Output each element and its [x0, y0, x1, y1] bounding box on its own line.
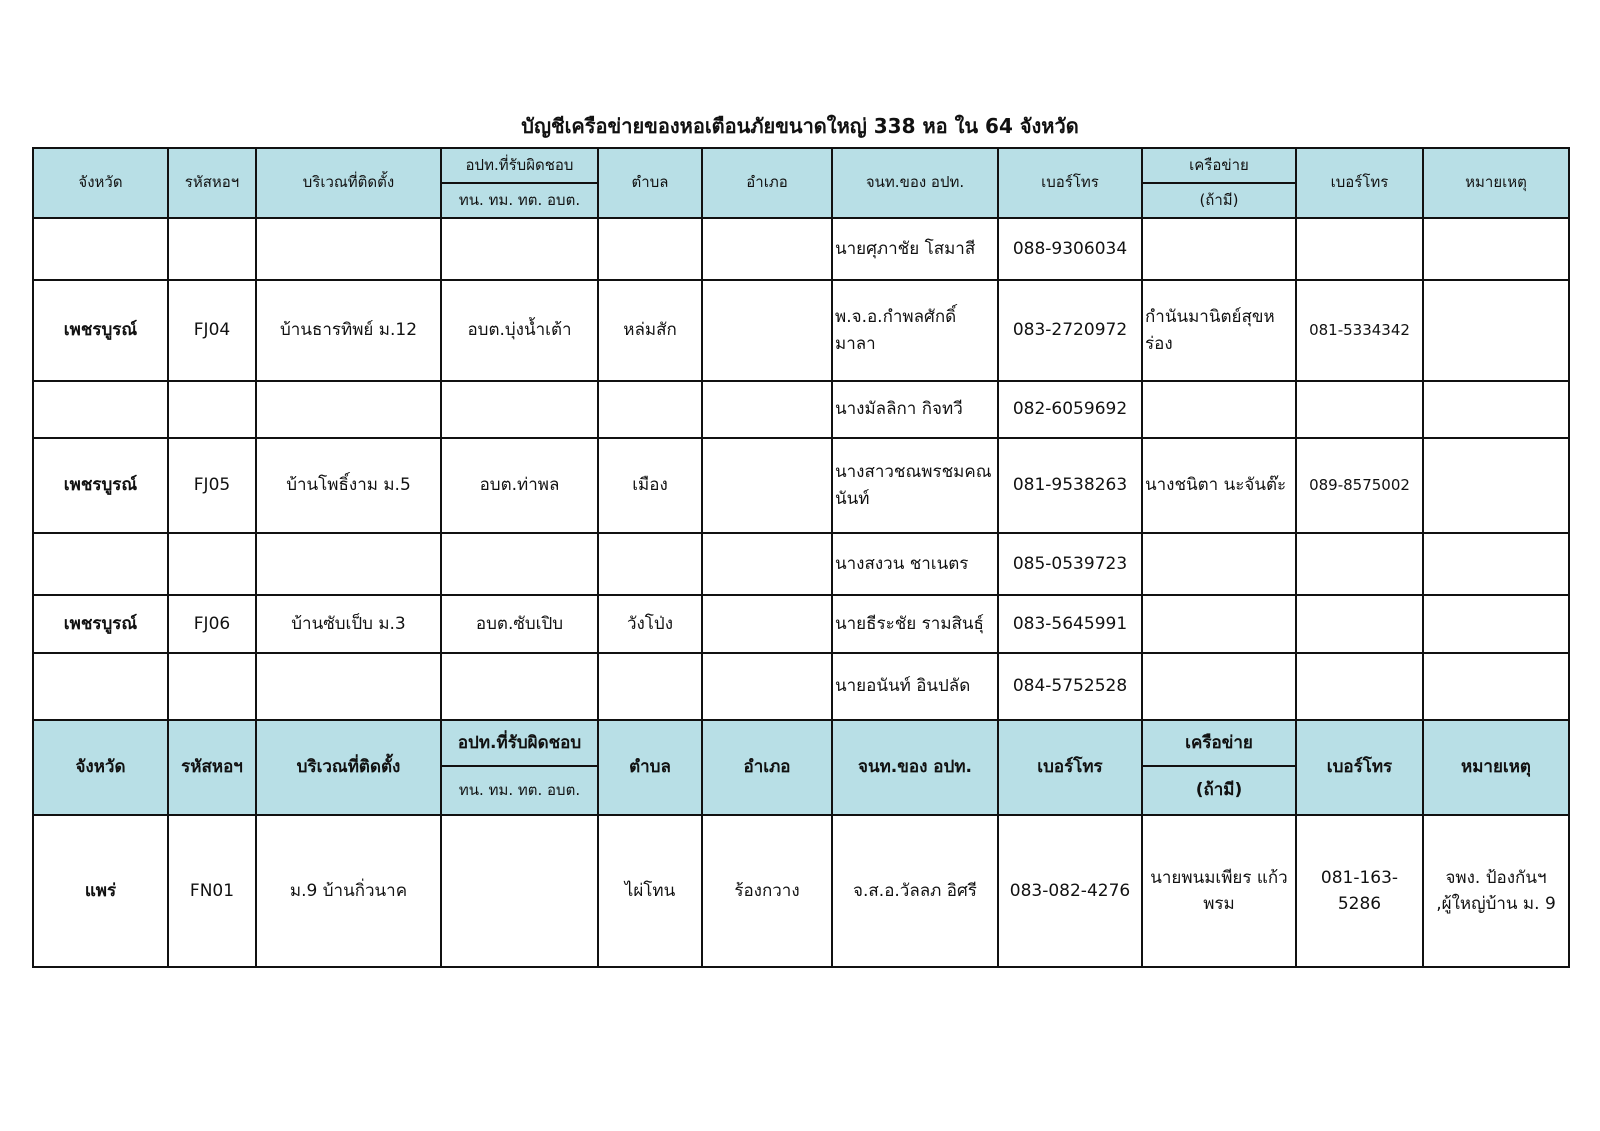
cell-area: [256, 653, 441, 720]
cell-phone2: 081-5334342: [1296, 280, 1423, 381]
header-officer: จนท.ของ อปท.: [832, 148, 998, 218]
cell-subdistrict: [598, 218, 702, 280]
table-row: [33, 280, 1569, 381]
table-row: [33, 381, 1569, 438]
cell-area: [256, 533, 441, 595]
cell-phone2: 089-8575002: [1296, 438, 1423, 533]
cell-district: [702, 381, 832, 438]
cell-phone2: [1296, 381, 1423, 438]
cell-network: [1142, 533, 1296, 595]
cell-org: อบต.บุ่งน้ำเต้า: [441, 280, 598, 381]
cell-code: FJ05: [168, 438, 256, 533]
cell-org: อบต.ซับเปิบ: [441, 595, 598, 653]
cell-subdistrict: [598, 533, 702, 595]
tower-network-table: [32, 147, 1570, 968]
cell-phone: 083-5645991: [998, 595, 1142, 653]
cell-province: [33, 218, 168, 280]
header-remark: หมายเหตุ: [1423, 148, 1569, 218]
cell-district: [702, 280, 832, 381]
cell-phone: 081-9538263: [998, 438, 1142, 533]
cell-network: กำนันมานิตย์สุขหร่อง: [1142, 280, 1296, 381]
cell-area: บ้านโพธิ์งาม ม.5: [256, 438, 441, 533]
cell-phone: 085-0539723: [998, 533, 1142, 595]
cell-officer: นายธีระชัย รามสินธุ์: [832, 595, 998, 653]
cell-officer: นางมัลลิกา กิจทวี: [832, 381, 998, 438]
header-province: จังหวัด: [33, 720, 168, 815]
table-row: [33, 218, 1569, 280]
cell-officer: นางสงวน ชาเนตร: [832, 533, 998, 595]
header-network-sub: (ถ้ามี): [1142, 183, 1296, 218]
cell-org: [441, 815, 598, 967]
cell-code: FJ04: [168, 280, 256, 381]
cell-subdistrict: หล่มสัก: [598, 280, 702, 381]
cell-org: อบต.ท่าพล: [441, 438, 598, 533]
header-subdistrict: ตำบล: [598, 720, 702, 815]
cell-subdistrict: วังโป่ง: [598, 595, 702, 653]
cell-province: เพชรบูรณ์: [33, 280, 168, 381]
cell-district: [702, 595, 832, 653]
header-district: อำเภอ: [702, 148, 832, 218]
cell-district: ร้องกวาง: [702, 815, 832, 967]
cell-province: เพชรบูรณ์: [33, 595, 168, 653]
cell-phone: 082-6059692: [998, 381, 1142, 438]
cell-subdistrict: เมือง: [598, 438, 702, 533]
cell-remark: [1423, 533, 1569, 595]
cell-phone2: [1296, 218, 1423, 280]
cell-province: เพชรบูรณ์: [33, 438, 168, 533]
cell-province: [33, 381, 168, 438]
header-subdistrict: ตำบล: [598, 148, 702, 218]
cell-org: [441, 381, 598, 438]
header-install-area: บริเวณที่ติดตั้ง: [256, 148, 441, 218]
table-row: [33, 653, 1569, 720]
header-phone2: เบอร์โทร: [1296, 720, 1423, 815]
cell-area: บ้านธารทิพย์ ม.12: [256, 280, 441, 381]
cell-area: [256, 218, 441, 280]
cell-code: FJ06: [168, 595, 256, 653]
cell-remark: [1423, 280, 1569, 381]
cell-subdistrict: [598, 653, 702, 720]
cell-org: [441, 533, 598, 595]
page-title: บัญชีเครือข่ายของหอเตือนภัยขนาดใหญ่ 338 หอ ใน 64 จังหวัด: [521, 114, 1079, 138]
cell-code: [168, 533, 256, 595]
header-province: จังหวัด: [33, 148, 168, 218]
cell-code: [168, 653, 256, 720]
cell-phone2: [1296, 653, 1423, 720]
cell-district: [702, 653, 832, 720]
cell-remark: จพง. ป้องกันฯ ,ผู้ใหญ่บ้าน ม. 9: [1423, 815, 1569, 967]
cell-officer: นายศุภาชัย โสมาสี: [832, 218, 998, 280]
cell-org: [441, 218, 598, 280]
cell-officer: นางสาวชณพรชมคณนันท์: [832, 438, 998, 533]
cell-code: FN01: [168, 815, 256, 967]
table-row: [33, 533, 1569, 595]
cell-province: [33, 533, 168, 595]
cell-area: [256, 381, 441, 438]
cell-remark: [1423, 381, 1569, 438]
table-row: [33, 595, 1569, 653]
header-network-sub: (ถ้ามี): [1142, 766, 1296, 815]
header-phone: เบอร์โทร: [998, 720, 1142, 815]
cell-remark: [1423, 438, 1569, 533]
cell-subdistrict: ไผ่โทน: [598, 815, 702, 967]
cell-phone2: [1296, 533, 1423, 595]
cell-org: [441, 653, 598, 720]
cell-code: [168, 381, 256, 438]
table-row: [33, 438, 1569, 533]
cell-district: [702, 533, 832, 595]
header-org: อปท.ที่รับผิดชอบ: [441, 720, 598, 766]
header-remark: หมายเหตุ: [1423, 720, 1569, 815]
cell-phone: 083-2720972: [998, 280, 1142, 381]
cell-network: นายพนมเพียร แก้วพรม: [1142, 815, 1296, 967]
cell-network: [1142, 653, 1296, 720]
cell-area: บ้านซับเป็บ ม.3: [256, 595, 441, 653]
header-row-repeat: [33, 720, 1569, 766]
header-officer: จนท.ของ อปท.: [832, 720, 998, 815]
header-network: เครือข่าย: [1142, 148, 1296, 183]
header-install-area: บริเวณที่ติดตั้ง: [256, 720, 441, 815]
cell-officer: พ.จ.อ.กำพลศักดิ์มาลา: [832, 280, 998, 381]
header-phone2: เบอร์โทร: [1296, 148, 1423, 218]
cell-network: [1142, 218, 1296, 280]
cell-remark: [1423, 218, 1569, 280]
header-tower-code: รหัสหอฯ: [168, 720, 256, 815]
cell-phone2: 081-163-5286: [1296, 815, 1423, 967]
cell-phone: 083-082-4276: [998, 815, 1142, 967]
cell-district: [702, 438, 832, 533]
cell-phone2: [1296, 595, 1423, 653]
header-network: เครือข่าย: [1142, 720, 1296, 766]
cell-remark: [1423, 595, 1569, 653]
cell-phone: 084-5752528: [998, 653, 1142, 720]
cell-province: [33, 653, 168, 720]
header-tower-code: รหัสหอฯ: [168, 148, 256, 218]
table-row: [33, 815, 1569, 967]
cell-officer: นายอนันท์ อินปลัด: [832, 653, 998, 720]
cell-code: [168, 218, 256, 280]
cell-subdistrict: [598, 381, 702, 438]
cell-network: [1142, 381, 1296, 438]
cell-area: ม.9 บ้านกิ่วนาค: [256, 815, 441, 967]
header-org-sub: ทน. ทม. ทต. อบต.: [441, 766, 598, 815]
header-district: อำเภอ: [702, 720, 832, 815]
cell-officer: จ.ส.อ.วัลลภ อิศรี: [832, 815, 998, 967]
header-phone: เบอร์โทร: [998, 148, 1142, 218]
cell-district: [702, 218, 832, 280]
header-org-sub: ทน. ทม. ทต. อบต.: [441, 183, 598, 218]
cell-phone: 088-9306034: [998, 218, 1142, 280]
header-org: อปท.ที่รับผิดชอบ: [441, 148, 598, 183]
cell-province: แพร่: [33, 815, 168, 967]
header-row: [33, 148, 1569, 183]
cell-network: นางชนิตา นะจันต๊ะ: [1142, 438, 1296, 533]
cell-remark: [1423, 653, 1569, 720]
cell-network: [1142, 595, 1296, 653]
